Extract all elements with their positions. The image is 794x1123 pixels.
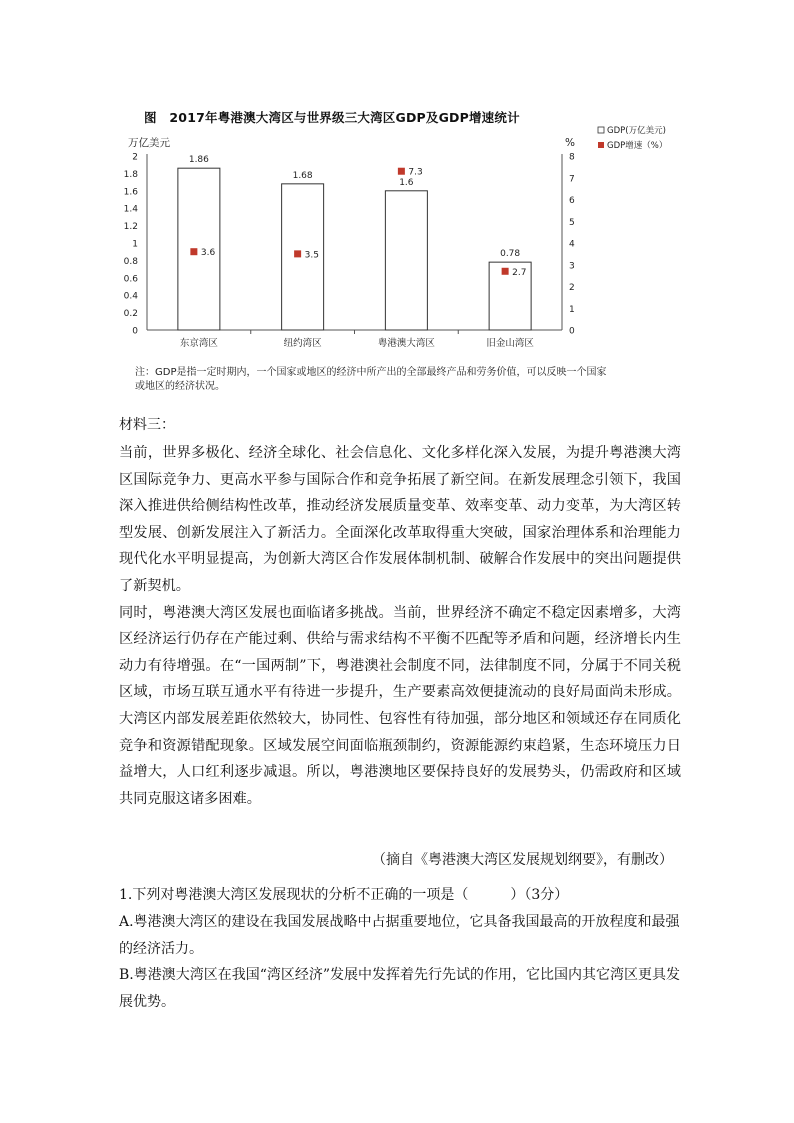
right-tick-label: 1: [569, 304, 575, 315]
right-tick-label: 0: [569, 326, 575, 337]
gdp-chart: [118, 104, 718, 366]
growth-point: [502, 268, 509, 275]
gdp-figure: [118, 104, 718, 404]
legend-growth-swatch: [598, 142, 604, 148]
figure-title: 图 2017年粤港澳大湾区与世界级三大湾区GDP及GDP增速统计: [144, 110, 520, 125]
material-body: [119, 440, 681, 812]
question-block: [119, 882, 681, 1016]
right-tick-label: 5: [569, 217, 575, 228]
right-tick-label: 6: [569, 196, 575, 206]
legend-growth-label: GDP增速（%）: [607, 141, 668, 151]
growth-point-label: 2.7: [512, 267, 527, 278]
left-axis-title: 万亿美元: [128, 137, 170, 149]
category-label: 东京湾区: [179, 338, 218, 349]
growth-point: [294, 250, 301, 257]
right-axis-title: %: [565, 137, 575, 149]
option-a: A.粤港澳大湾区的建设在我国发展战略中占据重要地位，它具备我国最高的开放程度和最强的经济活力。: [119, 913, 680, 957]
gdp-bar-label: 0.78: [500, 249, 521, 260]
left-tick-label: 0.8: [123, 256, 138, 267]
growth-point: [190, 248, 197, 255]
gdp-bar: [385, 191, 427, 330]
category-label: 旧金山湾区: [486, 338, 534, 349]
material-paragraph-1: 当前，世界多极化、经济全球化、社会信息化、文化多样化深入发展，为提升粤港澳大湾区国际竞争力、更高水平参与国际合作和竞争拓展了新空间。在新发展理念引领下，我国深入推进供给侧结构性改革，推动经济发展质量变革、效率变革、动力变革，为大湾区转型发展、创新发展注入了新活力。全面深化改革取得重大突破，国家治理体系和治理能力现代化水平明显提高，为创新大湾区合作发展体制机制、破解合作发展中的突出问题提供了新契机。: [119, 445, 681, 594]
growth-point-label: 7.3: [408, 167, 423, 178]
right-tick-label: 2: [569, 283, 575, 293]
figure-note: 注：GDP是指一定时期内，一个国家或地区的经济中所产出的全部最终产品和劳务价值，可以反映一个国家或地区的经济状况。: [135, 367, 607, 392]
legend-gdp-swatch: [598, 127, 604, 133]
left-tick-label: 1.4: [123, 204, 138, 215]
left-tick-label: 0.6: [123, 274, 138, 285]
growth-point-label: 3.5: [304, 250, 319, 261]
gdp-bar-label: 1.6: [399, 177, 414, 188]
legend-gdp-label: GDP(万亿美元): [607, 126, 666, 136]
right-tick-label: 8: [569, 152, 575, 163]
gdp-bar-label: 1.68: [292, 170, 313, 181]
gdp-bar-label: 1.86: [188, 155, 209, 166]
left-tick-label: 1.6: [123, 187, 138, 198]
right-tick-label: 7: [569, 174, 575, 185]
question-1: 1.下列对粤港澳大湾区发展现状的分析不正确的一项是（ ）（3分）: [119, 887, 569, 903]
left-tick-label: 1: [132, 239, 138, 250]
option-b: B.粤港澳大湾区在我国“湾区经济”发展中发挥着先行先试的作用，它比国内其它湾区更具发展优势。: [119, 967, 681, 1011]
left-tick-label: 1.8: [123, 169, 138, 180]
left-tick-label: 0: [132, 326, 138, 337]
left-tick-label: 1.2: [123, 222, 138, 233]
category-label: 粤港澳大湾区: [377, 338, 435, 349]
left-tick-label: 0.2: [123, 309, 138, 320]
left-tick-label: 0.4: [123, 291, 138, 302]
right-tick-label: 3: [569, 261, 575, 272]
right-tick-label: 4: [569, 239, 575, 250]
growth-point-label: 3.6: [200, 248, 216, 259]
left-tick-label: 2: [132, 152, 138, 163]
material-source: （摘自《粤港澳大湾区发展规划纲要》，有删改）: [372, 852, 673, 868]
category-label: 纽约湾区: [283, 338, 322, 349]
material-heading: 材料三：: [119, 417, 175, 433]
material-paragraph-2: 同时，粤港澳大湾区发展也面临诸多挑战。当前，世界经济不确定不稳定因素增多，大湾区经济运行仍存在产能过剩、供给与需求结构不平衡不匹配等矛盾和问题，经济增长内生动力有待增强。在“一国两制”下，粤港澳社会制度不同，法律制度不同，分属于不同关税区域，市场互联互通水平有待进一步提升，生产要素高效便捷流动的良好局面尚未形成。大湾区内部发展差距依然较大，协同性、包容性有待加强，部分地区和领域还存在同质化竞争和资源错配现象。区域发展空间面临瓶颈制约，资源能源约束趋紧，生态环境压力日益增大，人口红利逐步减退。所以，粤港澳地区要保持良好的发展势头，仍需政府和区域共同克服这诸多困难。: [119, 604, 681, 807]
growth-point: [398, 168, 405, 175]
